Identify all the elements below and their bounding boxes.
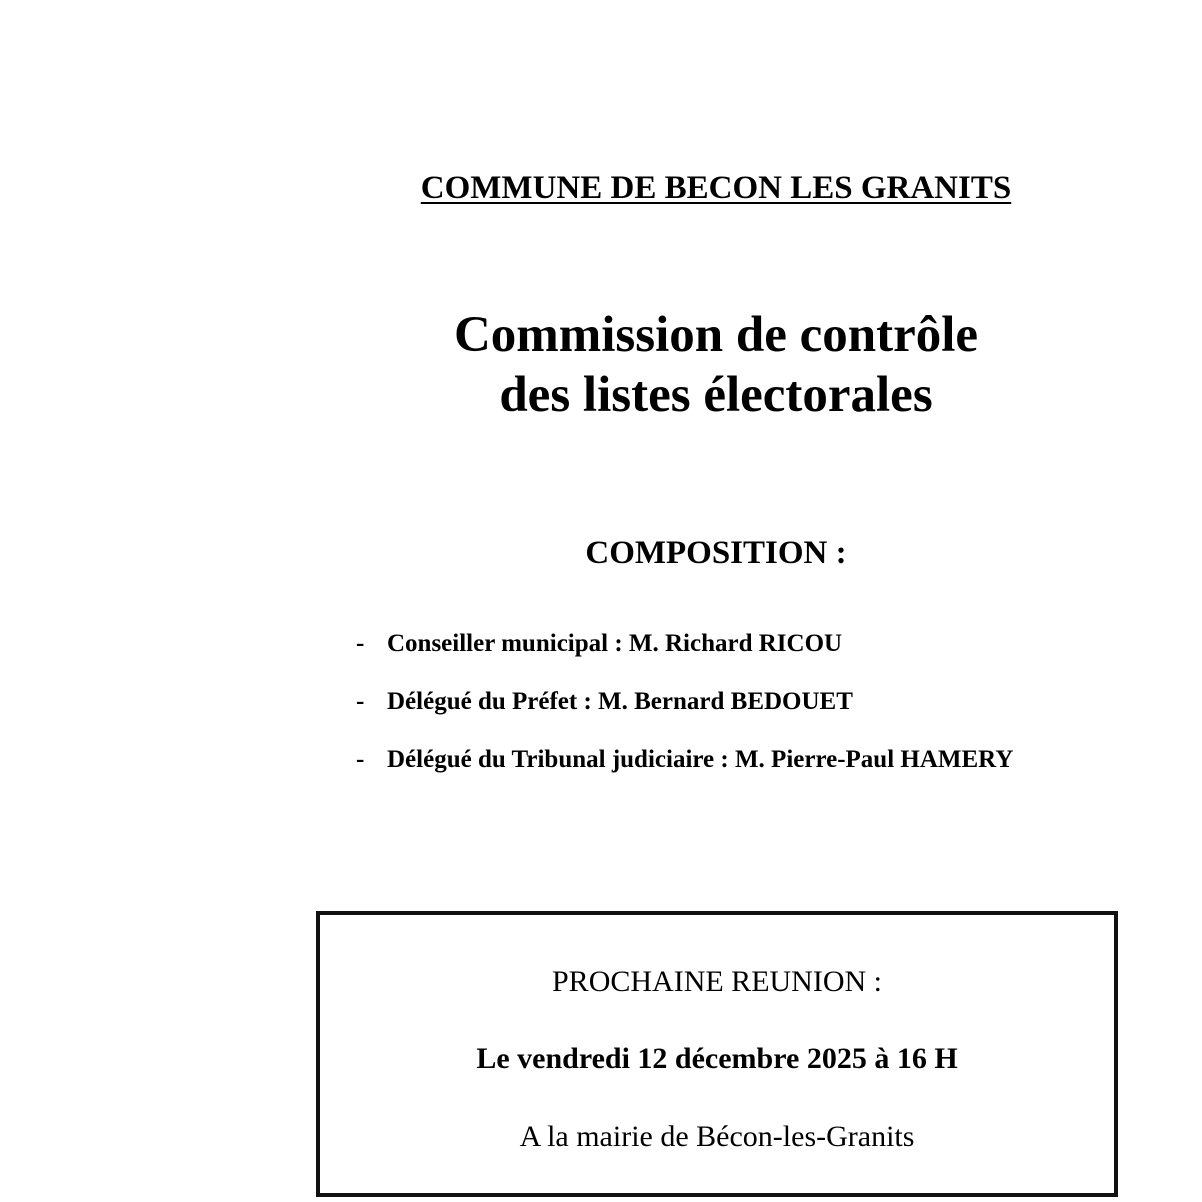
- commune-heading: COMMUNE DE BECON LES GRANITS: [420, 170, 1012, 206]
- page-title: [396, 305, 1036, 425]
- meeting-date: Le vendredi 12 décembre 2025 à 16 H: [476, 1042, 958, 1075]
- list-dash: -: [356, 630, 365, 657]
- member-text: Délégué du Préfet : M. Bernard BEDOUET: [387, 688, 853, 715]
- list-item: [356, 682, 1136, 740]
- member-text: Délégué du Tribunal judiciaire : M. Pierre-Paul HAMERY: [387, 746, 1014, 773]
- list-item: [356, 624, 1136, 682]
- next-meeting-label: PROCHAINE REUNION :: [552, 965, 882, 998]
- member-text: Conseiller municipal : M. Richard RICOU: [387, 630, 843, 657]
- page-title-line-2: des listes électorales: [499, 367, 933, 423]
- meeting-place: A la mairie de Bécon-les-Granits: [519, 1120, 915, 1153]
- composition-heading: COMPOSITION :: [585, 535, 847, 571]
- list-dash: -: [356, 746, 365, 773]
- list-item: [356, 740, 1136, 798]
- page-title-line-1: Commission de contrôle: [453, 307, 979, 363]
- member-list: [356, 624, 1136, 798]
- list-dash: -: [356, 688, 365, 715]
- meeting-box: [316, 911, 1118, 1197]
